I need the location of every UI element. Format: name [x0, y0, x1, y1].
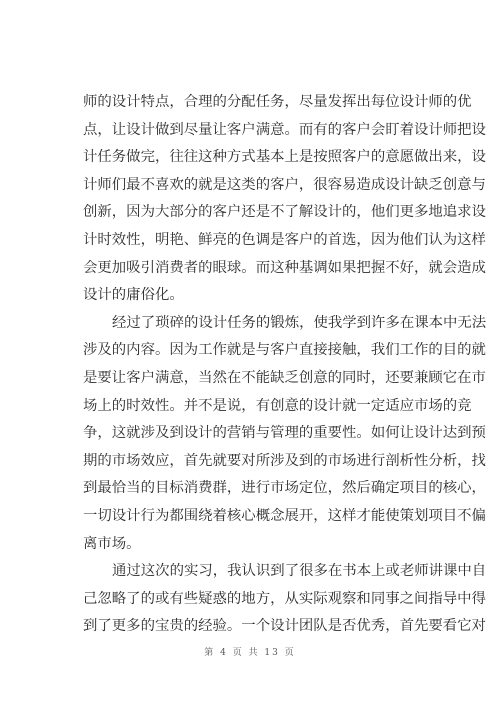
- text-line: 涉及的内容。因为工作就是与客户直接接触，我们工作的目的就: [83, 342, 486, 359]
- paragraph-first-line: 通过这次的实习，我认识到了很多在书本上或老师讲课中自: [112, 563, 487, 580]
- text-line: 会更加吸引消费者的眼球。而这种基调如果把握不好，就会造成: [83, 259, 486, 276]
- text-line: 是要让客户满意，当然在不能缺乏创意的同时，还要兼顾它在市: [83, 369, 486, 386]
- text-line: 争，这就涉及到设计的营销与管理的重要性。如何让设计达到预: [83, 425, 486, 442]
- text-line: 师的设计特点，合理的分配任务，尽量发挥出每位设计师的优: [83, 94, 472, 110]
- body-text: [83, 89, 487, 641]
- text-line: 到了更多的宝贵的经验。一个设计团队是否优秀，首先要看它对: [83, 618, 486, 635]
- paragraph-first-line: 经过了琐碎的设计任务的锻炼，使我学到许多在课本中无法: [112, 314, 487, 331]
- text-line: 创新，因为大部分的客户还是不了解设计的，他们更多地追求设: [83, 204, 486, 221]
- text-line: 计时效性，明艳、鲜亮的色调是客户的首选，因为他们认为这样: [83, 231, 486, 248]
- text-line: 一切设计行为都围绕着核心概念展开，这样才能使策划项目不偏: [83, 507, 486, 524]
- text-line: 离市场。: [83, 535, 141, 552]
- text-line: 设计的庸俗化。: [83, 287, 184, 304]
- text-line: 期的市场效应，首先就要对所涉及到的市场进行剖析性分析，找: [83, 452, 486, 469]
- text-line: 计师们最不喜欢的就是这类的客户，很容易造成设计缺乏创意与: [83, 176, 486, 193]
- text-line: 点，让设计做到尽量让客户满意。而有的客户会盯着设计师把设: [83, 121, 486, 138]
- text-line: 到最恰当的目标消费群，进行市场定位，然后确定项目的核心，: [83, 480, 486, 497]
- page-number-footer: 第 4 页 共 13 页: [204, 648, 296, 658]
- text-line: 己忽略了的或有些疑惑的地方，从实际观察和同事之间指导中得: [83, 590, 486, 607]
- text-line: 场上的时效性。并不是说，有创意的设计就一定适应市场的竞: [83, 397, 472, 414]
- text-line: 计任务做完，往往这种方式基本上是按照客户的意愿做出来，设: [83, 149, 486, 166]
